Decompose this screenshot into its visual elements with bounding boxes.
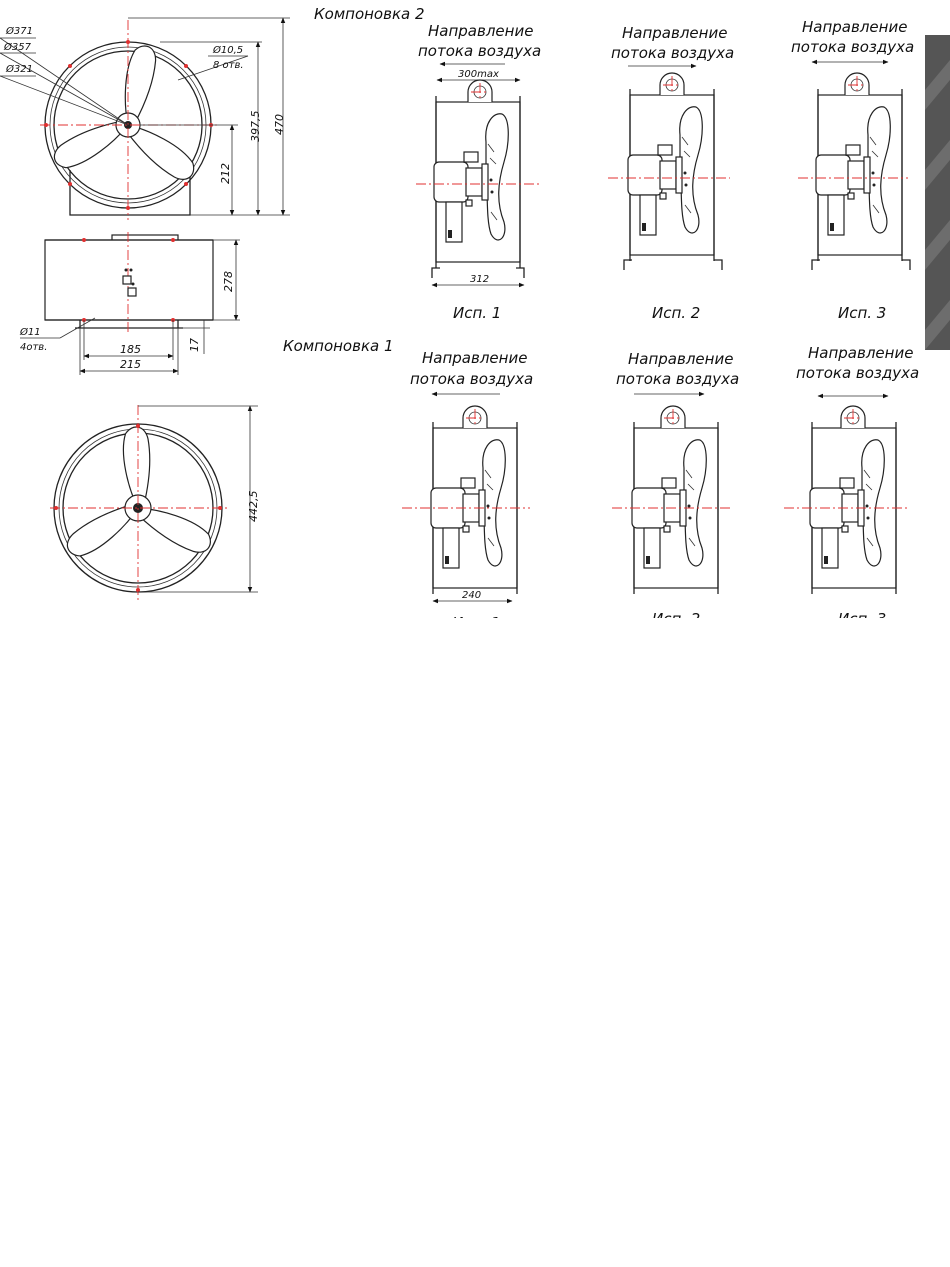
dim-d321: Ø321: [6, 64, 33, 75]
layout2-top-view: [19, 232, 240, 375]
flow-label-1a: Направление: [428, 22, 534, 40]
dim-w185: 185: [120, 343, 141, 356]
flow-label-6b: потока воздуха: [796, 364, 920, 382]
flow-label-4b: потока воздуха: [410, 370, 534, 388]
flow-label-2b: потока воздуха: [611, 44, 735, 62]
row1-isp2-label: Исп. 2: [652, 304, 701, 322]
dim-d357: Ø357: [4, 42, 31, 53]
flow-label-4a: Направление: [422, 349, 528, 367]
dim-h397-5: 397,5: [249, 110, 262, 142]
row1-isp2: [608, 24, 734, 322]
dim-d371: Ø371: [6, 26, 33, 37]
dim-d442-5: 442,5: [247, 490, 260, 522]
flow-label-5a: Направление: [628, 350, 734, 368]
layout1-title: Компоновка 1: [283, 337, 394, 355]
layout2-title: Компоновка 2: [314, 5, 425, 23]
side-stripe: [925, 35, 950, 350]
flow-label-1b: потока воздуха: [418, 42, 542, 60]
row1-isp1-label: Исп. 1: [453, 304, 502, 322]
dim-holes-8: 8 отв.: [213, 60, 244, 71]
flow-label-3a: Направление: [802, 18, 908, 36]
dim-w312: 312: [470, 274, 490, 285]
layout1-front-view: [50, 405, 260, 600]
dim-t17: 17: [188, 338, 201, 352]
dim-w215: 215: [120, 358, 141, 371]
flow-label-5b: потока воздуха: [616, 370, 740, 388]
dim-w300max: 300max: [458, 69, 499, 80]
dim-h470: 470: [273, 114, 286, 135]
dim-h212: 212: [219, 163, 232, 184]
dim-d10-5: Ø10,5: [213, 45, 244, 56]
row2-isp1: [402, 349, 533, 601]
row1-isp3: [791, 18, 914, 322]
cut-edge: [0, 610, 950, 1267]
dim-h278: 278: [222, 271, 235, 292]
row1-isp3-label: Исп. 3: [838, 304, 887, 322]
flow-label-6a: Направление: [808, 344, 914, 362]
dim-w240: 240: [462, 590, 482, 601]
flow-label-2a: Направление: [622, 24, 728, 42]
flow-label-3b: потока воздуха: [791, 38, 915, 56]
layout2-front-view: [0, 18, 290, 220]
variant-row-1: [416, 18, 914, 322]
dim-d11: Ø11: [20, 327, 41, 338]
variant-row-2: [402, 344, 919, 601]
row1-isp1: [416, 22, 541, 322]
row2-isp3: [784, 344, 919, 594]
row2-isp2: [612, 350, 739, 594]
dim-holes-4: 4отв.: [20, 342, 48, 353]
